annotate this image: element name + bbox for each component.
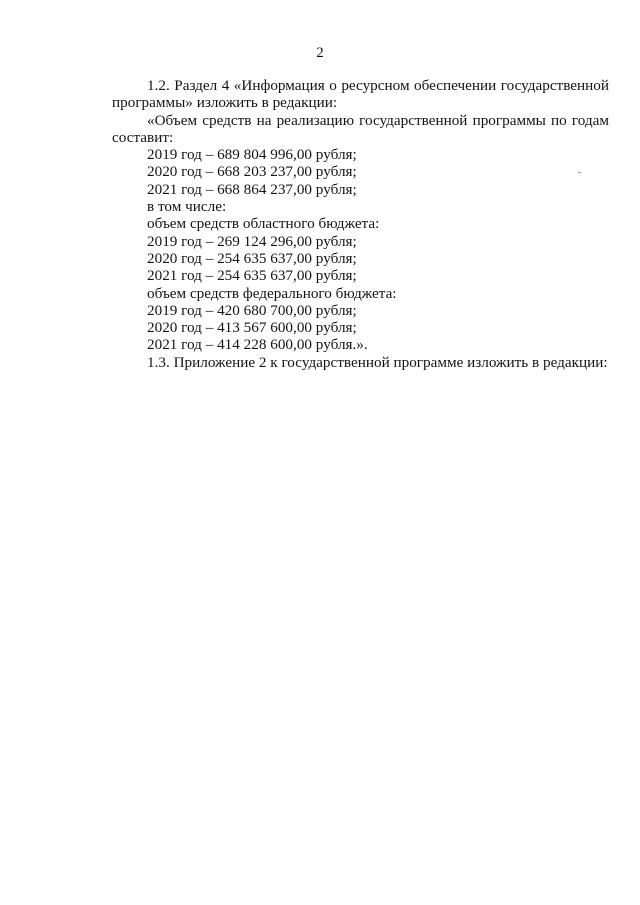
paragraph-line: составит: [112, 128, 174, 146]
paragraph-line: в том числе: [147, 198, 227, 216]
paragraph-line: 1.3. Приложение 2 к государственной программе изложить в редакции: [147, 353, 608, 371]
paragraph-line: «Объем средств на реализацию государственной программы по годам [147, 111, 609, 129]
funding-line-total-2020: 2020 год – 668 203 237,00 рубля; [147, 163, 357, 181]
paragraph-line: 1.2. Раздел 4 «Информация о ресурсном обеспечении государственной [147, 77, 609, 94]
page-number: 2 [316, 45, 324, 61]
funding-line-regional-2019: 2019 год – 269 124 296,00 рубля; [147, 232, 357, 250]
funding-line-federal-2020: 2020 год – 413 567 600,00 рубля; [147, 319, 357, 337]
funding-line-total-2019: 2019 год – 689 804 996,00 рубля; [147, 146, 357, 164]
funding-line-federal-2019: 2019 год – 420 680 700,00 рубля; [147, 301, 357, 319]
funding-line-regional-2021: 2021 год – 254 635 637,00 рубля; [147, 267, 357, 285]
regional-budget-heading: объем средств областного бюджета: [147, 215, 380, 233]
scan-speck [578, 172, 581, 173]
funding-line-regional-2020: 2020 год – 254 635 637,00 рубля; [147, 249, 357, 267]
document-body [112, 77, 609, 371]
funding-line-total-2021: 2021 год – 668 864 237,00 рубля; [147, 180, 357, 198]
funding-line-federal-2021: 2021 год – 414 228 600,00 рубля.». [147, 336, 368, 354]
federal-budget-heading: объем средств федерального бюджета: [147, 284, 397, 302]
paragraph-line: программы» изложить в редакции: [112, 94, 338, 112]
